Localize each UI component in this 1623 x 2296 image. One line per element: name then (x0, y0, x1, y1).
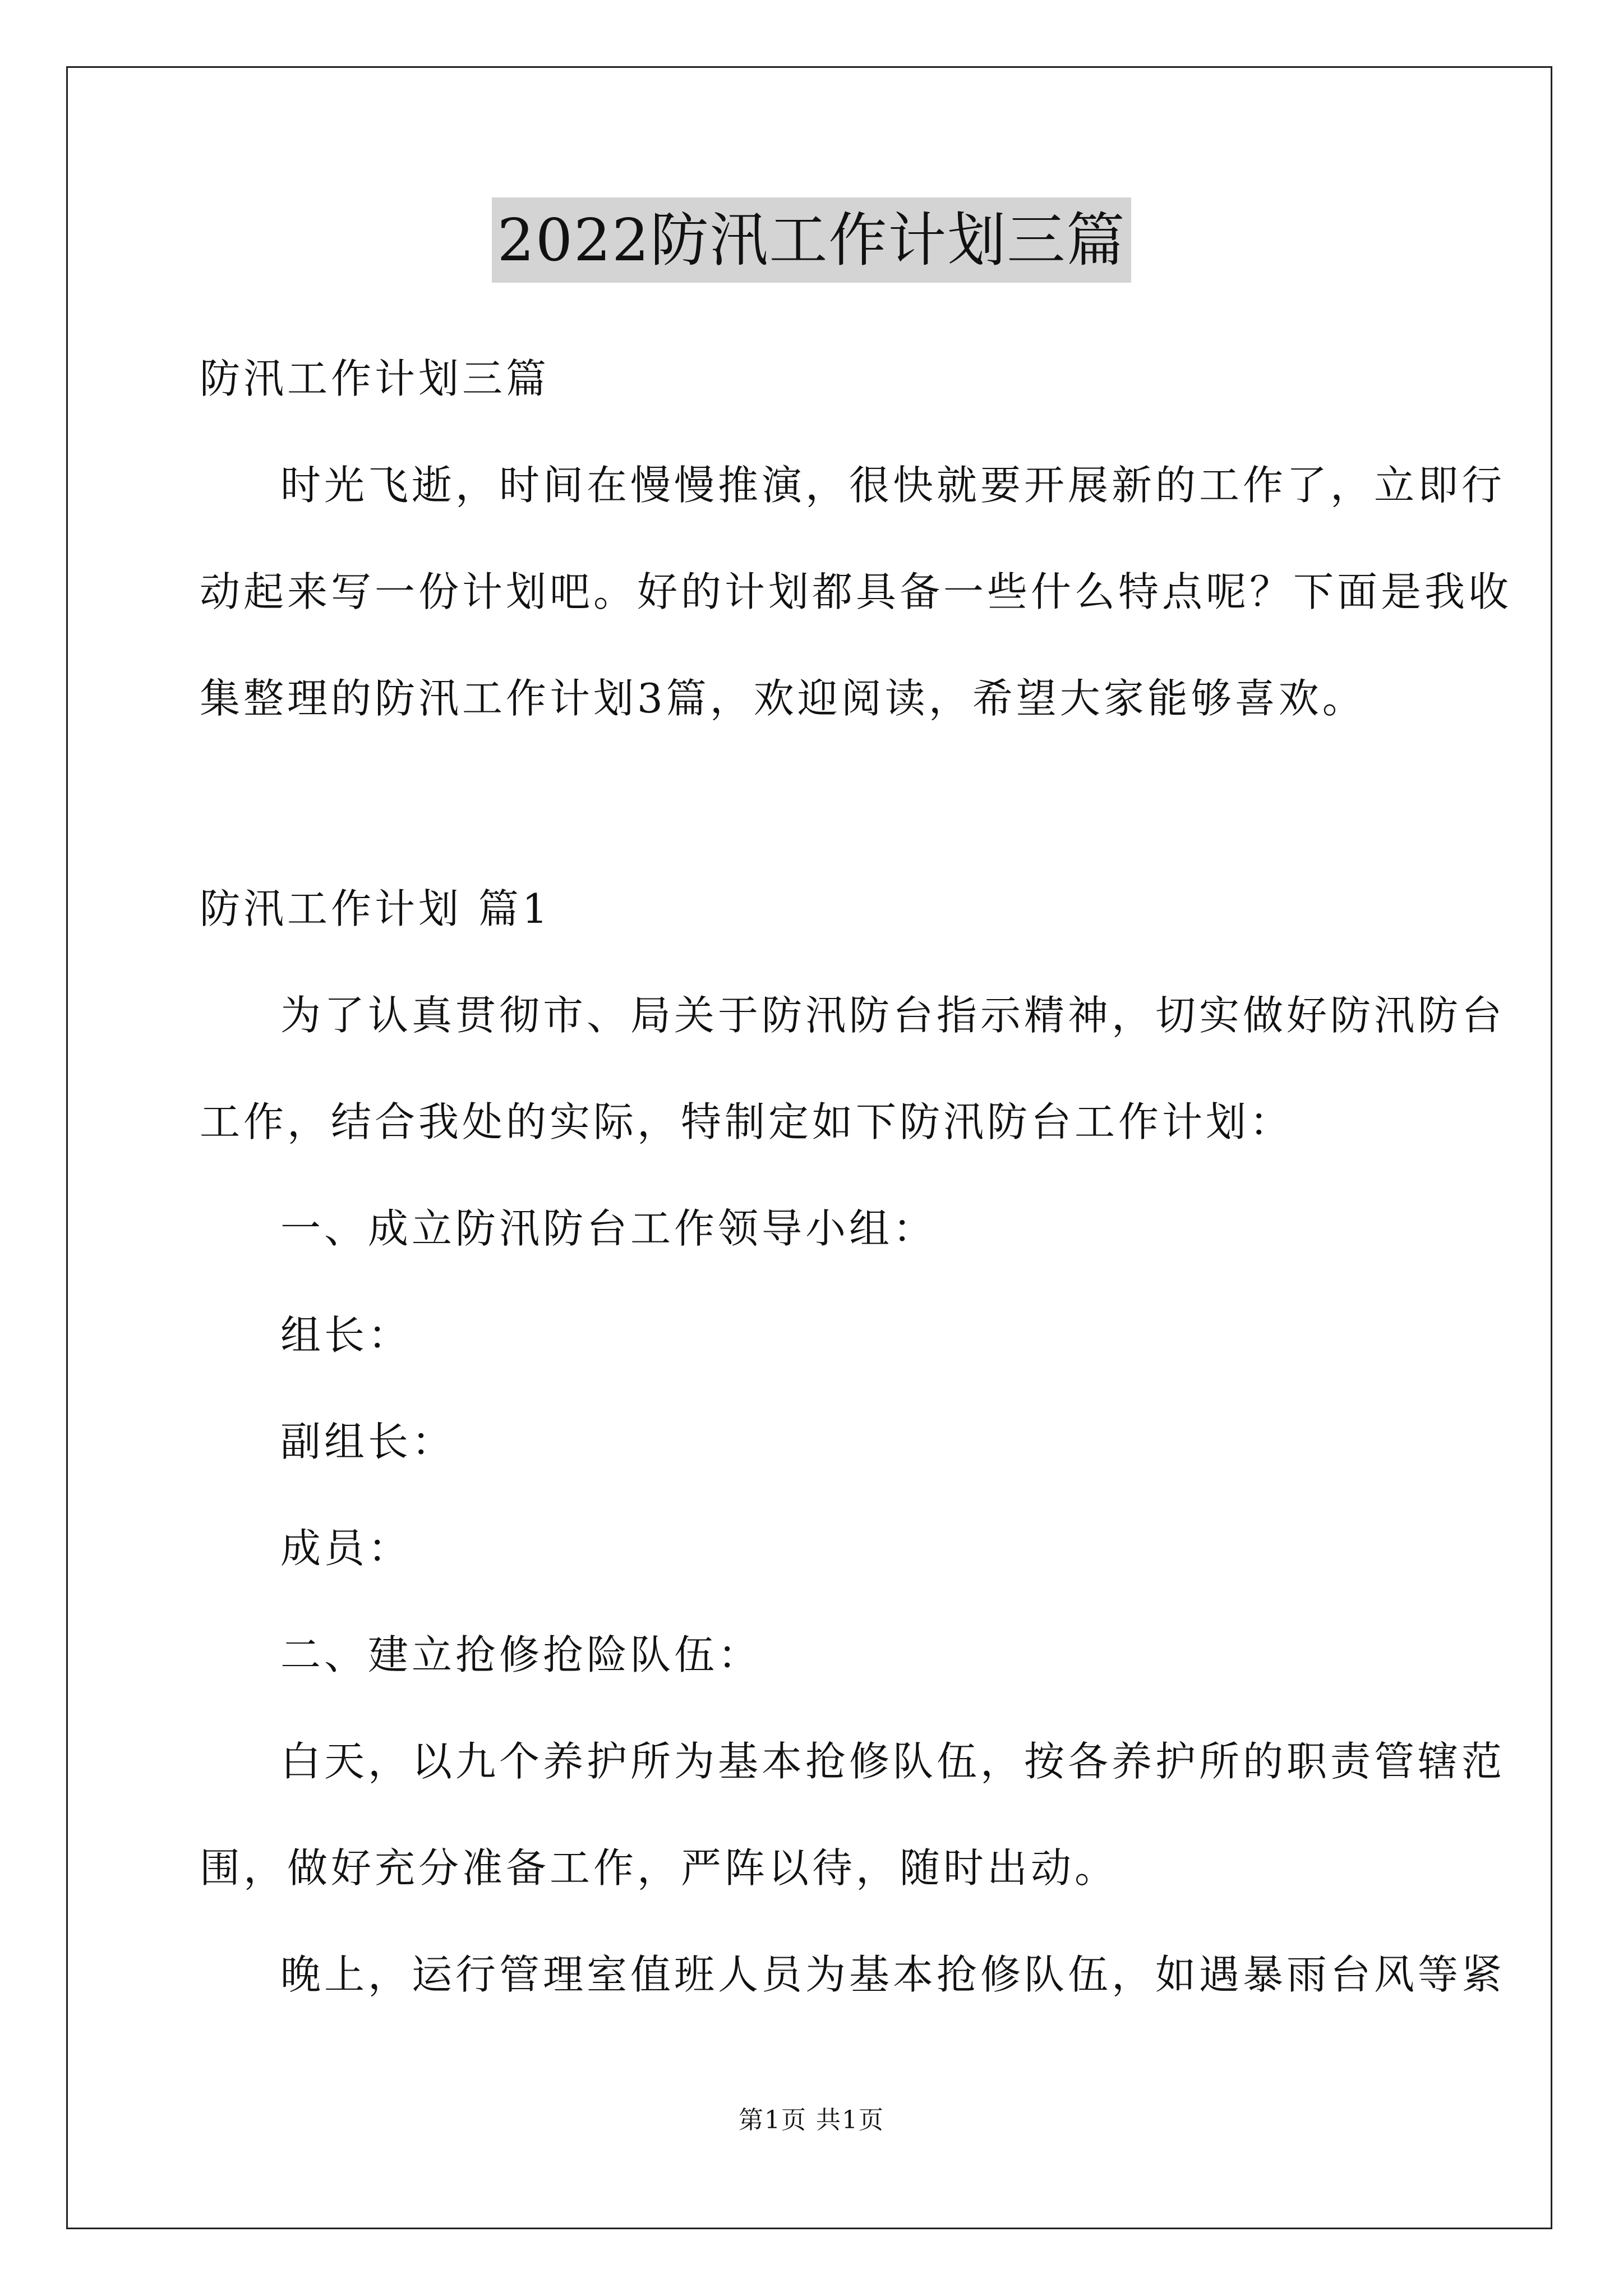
body-line-4: 组长： (280, 1312, 412, 1359)
page-footer: 第1页 共1页 (739, 2106, 884, 2134)
body-line-1: 为了认真贯彻市、局关于防汛防台指示精神，切实做好防汛防台 (280, 992, 1506, 1039)
body-line-10: 晚上，运行管理室值班人员为基本抢修队伍，如遇暴雨台风等紧 (280, 1951, 1506, 1998)
intro-line-1: 时光飞逝，时间在慢慢推演，很快就要开展新的工作了，立即行 (280, 462, 1506, 509)
body-line-3: 一、成立防汛防台工作领导小组： (280, 1205, 937, 1252)
section-heading: 防汛工作计划 篇1 (200, 885, 551, 932)
body-line-8: 白天，以九个养护所为基本抢修队伍，按各养护所的职责管辖范 (280, 1738, 1506, 1785)
body-line-6: 成员： (280, 1525, 412, 1572)
body-line-2: 工作，结合我处的实际，特制定如下防汛防台工作计划： (200, 1098, 1294, 1145)
body-line-9: 围，做好充分准备工作，严阵以待，随时出动。 (200, 1844, 1119, 1892)
intro-line-2: 动起来写一份计划吧。好的计划都具备一些什么特点呢？下面是我收 (200, 568, 1513, 615)
title-container (0, 197, 1623, 283)
body-line-5: 副组长： (280, 1418, 456, 1465)
subtitle: 防汛工作计划三篇 (200, 355, 550, 402)
body-line-7: 二、建立抢修抢险队伍： (280, 1631, 762, 1678)
intro-line-3: 集整理的防汛工作计划3篇，欢迎阅读，希望大家能够喜欢。 (200, 675, 1366, 722)
document-title: 2022防汛工作计划三篇 (492, 197, 1132, 283)
